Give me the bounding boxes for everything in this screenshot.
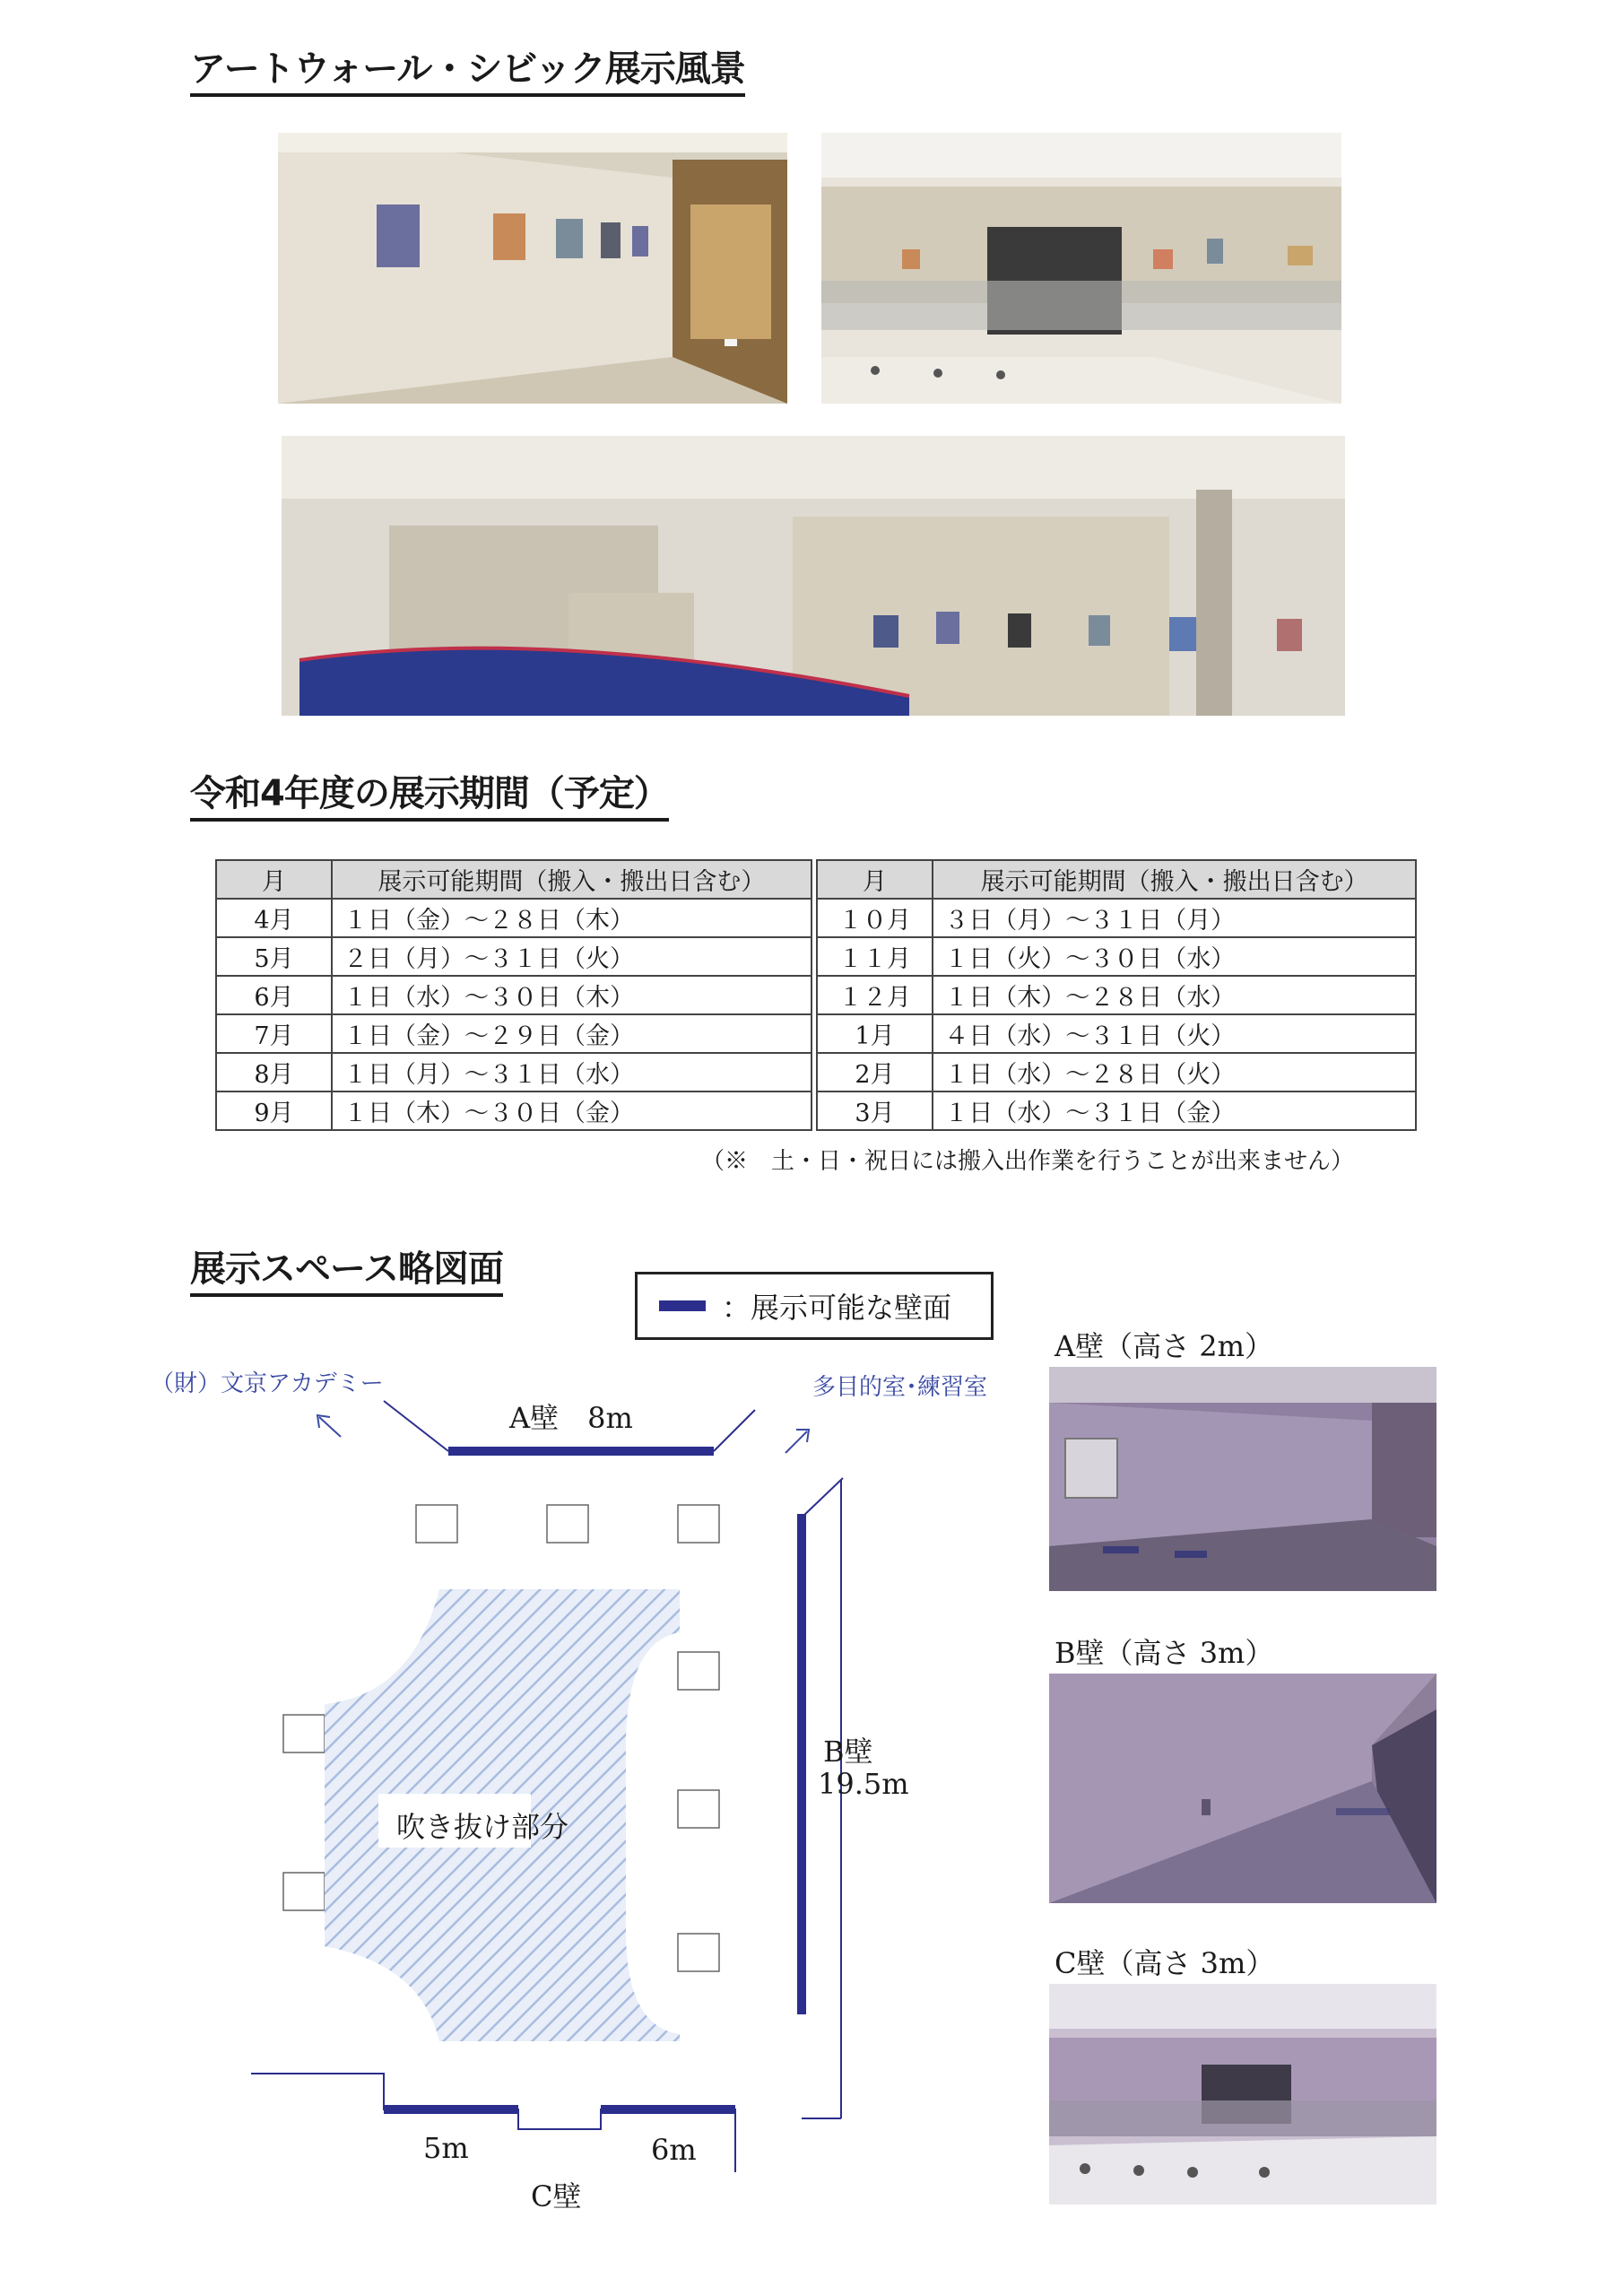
label-wall-a: A壁 8m [509,1401,633,1435]
caption-wall-a: A壁（高さ 2m） [1055,1329,1273,1363]
header-period-right: 展示可能期間（搬入・搬出日含む） [933,860,1416,899]
period-cell: １日（木）～２８日（水） [933,976,1416,1014]
period-cell: ３日（月）～３１日（月） [933,899,1416,937]
label-room: 多目的室･練習室 [812,1374,988,1401]
header-month-right: 月 [817,860,933,899]
pillar [678,1505,719,1543]
pillar [678,1652,719,1690]
wall-c-photo [1049,1984,1436,2205]
section3-title: 展示スペース略図面 [190,1247,503,1297]
section2-title: 令和4年度の展示期間（予定） [190,771,669,822]
wall-b-photo [1049,1674,1436,1903]
table-row [216,976,1416,1014]
wall-a-left-edge [384,1401,448,1451]
period-cell: １日（水）～３０日（木） [332,976,812,1014]
wall-legend-swatch [659,1300,706,1311]
label-c-left: 5m [423,2131,469,2165]
period-cell: １日（木）～３０日（金） [332,1091,812,1130]
pillar [678,1934,719,1971]
label-academy: （財）文京アカデミー [151,1370,384,1397]
pillar [416,1505,457,1543]
gallery-photo-1 [278,133,787,404]
wall-a-photo [1049,1367,1436,1591]
period-cell: １日（月）～３１日（水） [332,1053,812,1091]
pillar [547,1505,588,1543]
label-wall-b-length: 19.5m [818,1767,909,1801]
section1-title: アートウォール・シビック展示風景 [190,47,745,97]
legend-label: ：展示可能な壁面 [722,1291,952,1325]
pillar [678,1790,719,1828]
table-row [216,899,1416,937]
schedule-note: （※ 土・日・祝日には搬入出作業を行うことが出来ません） [701,1148,1355,1175]
wall-a-right-edge [714,1410,755,1451]
period-cell: １日（金）～２８日（木） [332,899,812,937]
period-cell: ２日（月）～３１日（火） [332,937,812,976]
floor-plan [143,1345,1004,2242]
header-period-left: 展示可能期間（搬入・搬出日含む） [332,860,812,899]
month-cell: 8月 [216,1053,332,1091]
period-cell: １日（金）～２９日（金） [332,1014,812,1053]
gallery-photo-3 [282,436,1345,716]
month-cell: 2月 [817,1053,933,1091]
arrow-to-room [785,1431,807,1453]
pillar [283,1715,325,1752]
table-row [216,1091,1416,1130]
table-row [216,937,1416,976]
month-cell: 3月 [817,1091,933,1130]
wall-b-top-edge [802,1478,843,1518]
label-wall-b: B壁 [823,1735,873,1769]
month-cell: 7月 [216,1014,332,1053]
header-month-left: 月 [216,860,332,899]
month-cell: 4月 [216,899,332,937]
label-wall-c: C壁 [531,2179,582,2213]
period-cell: １日（水）～２８日（火） [933,1053,1416,1091]
caption-wall-b: B壁（高さ 3m） [1055,1636,1274,1670]
legend-box [635,1272,994,1340]
pillar [283,1873,325,1910]
period-cell: １日（水）～３１日（金） [933,1091,1416,1130]
table-row [216,1014,1416,1053]
month-cell: １１月 [817,937,933,976]
caption-wall-c: C壁（高さ 3m） [1055,1946,1275,1980]
month-cell: １２月 [817,976,933,1014]
period-cell: ４日（水）～３１日（火） [933,1014,1416,1053]
label-c-right: 6m [651,2133,697,2167]
month-cell: １０月 [817,899,933,937]
label-atrium: 吹き抜け部分 [396,1810,569,1844]
month-cell: 6月 [216,976,332,1014]
table-row [216,1053,1416,1091]
gallery-photo-2 [821,133,1341,404]
period-cell: １日（火）～３０日（水） [933,937,1416,976]
table-header-row [216,860,1416,899]
month-cell: 9月 [216,1091,332,1130]
month-cell: 1月 [817,1014,933,1053]
arrow-to-academy [319,1417,341,1437]
schedule-table [215,859,1417,1131]
month-cell: 5月 [216,937,332,976]
